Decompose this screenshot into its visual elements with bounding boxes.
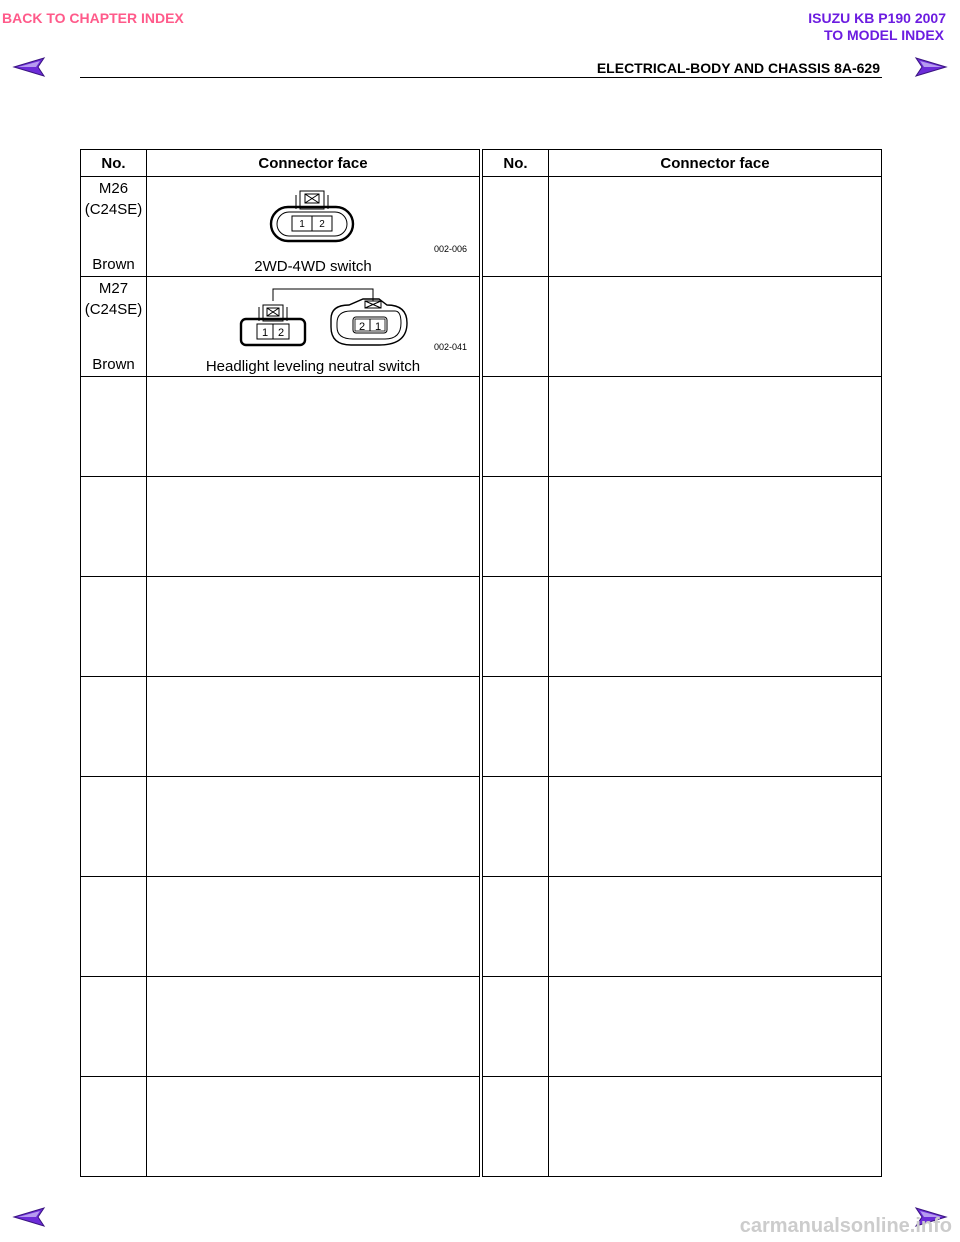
pin-label: 1 bbox=[374, 321, 382, 333]
pin-label: 1 bbox=[299, 219, 305, 230]
empty-cell bbox=[549, 977, 882, 1077]
table-row bbox=[81, 1077, 882, 1177]
previous-page-arrow-icon[interactable] bbox=[12, 1206, 46, 1228]
empty-cell bbox=[147, 777, 480, 877]
empty-cell bbox=[549, 277, 882, 377]
to-model-index-link[interactable]: TO MODEL INDEX bbox=[823, 27, 944, 43]
empty-cell bbox=[483, 277, 549, 377]
table-row bbox=[81, 877, 882, 977]
empty-cell bbox=[147, 877, 480, 977]
diagram-reference-code: 002-041 bbox=[433, 342, 467, 352]
empty-cell bbox=[483, 177, 549, 277]
pin-label: 2 bbox=[358, 321, 366, 333]
empty-cell bbox=[81, 677, 147, 777]
connector-caption: 2WD-4WD switch bbox=[254, 258, 372, 275]
column-header-connector-face-right: Connector face bbox=[549, 150, 882, 177]
column-header-no: No. bbox=[81, 150, 147, 177]
empty-cell bbox=[549, 777, 882, 877]
empty-cell bbox=[81, 977, 147, 1077]
empty-cell bbox=[483, 977, 549, 1077]
connector-number-cell bbox=[81, 177, 147, 277]
table-row bbox=[81, 477, 882, 577]
empty-cell bbox=[81, 777, 147, 877]
empty-cell bbox=[147, 377, 480, 477]
empty-cell bbox=[81, 477, 147, 577]
empty-cell bbox=[549, 577, 882, 677]
previous-page-arrow-icon[interactable] bbox=[12, 56, 46, 78]
table-row bbox=[81, 277, 882, 377]
empty-cell bbox=[549, 877, 882, 977]
table-row bbox=[81, 677, 882, 777]
connector-caption: Headlight leveling neutral switch bbox=[205, 358, 421, 375]
empty-cell bbox=[147, 477, 480, 577]
connector-number-cell bbox=[81, 277, 147, 377]
table-header-row bbox=[81, 150, 882, 177]
model-header bbox=[808, 10, 946, 44]
column-header-connector-face: Connector face bbox=[147, 150, 480, 177]
empty-cell bbox=[483, 1077, 549, 1177]
empty-cell bbox=[483, 677, 549, 777]
watermark-text: carmanualsonline.info bbox=[739, 1215, 952, 1237]
page-title: ELECTRICAL-BODY AND CHASSIS 8A-629 bbox=[596, 60, 880, 76]
connector-number: M27 bbox=[98, 280, 129, 297]
connector-face-cell bbox=[147, 177, 480, 277]
next-page-arrow-icon[interactable] bbox=[914, 56, 948, 78]
empty-cell bbox=[147, 1077, 480, 1177]
empty-cell bbox=[81, 877, 147, 977]
empty-cell bbox=[549, 477, 882, 577]
empty-cell bbox=[483, 577, 549, 677]
pin-label: 2 bbox=[319, 219, 325, 230]
empty-cell bbox=[483, 377, 549, 477]
empty-cell bbox=[81, 377, 147, 477]
header-divider bbox=[80, 77, 882, 78]
connector-table bbox=[80, 149, 882, 1177]
empty-cell bbox=[81, 1077, 147, 1177]
empty-cell bbox=[81, 577, 147, 677]
empty-cell bbox=[549, 377, 882, 477]
connector-face-cell bbox=[147, 277, 480, 377]
table-row bbox=[81, 177, 882, 277]
table-row bbox=[81, 977, 882, 1077]
column-header-no-right: No. bbox=[483, 150, 549, 177]
model-title: ISUZU KB P190 2007 bbox=[808, 10, 946, 26]
pin-label: 1 bbox=[261, 327, 269, 339]
two-pin-connector-diagram bbox=[267, 187, 357, 245]
pin-label: 2 bbox=[277, 327, 285, 339]
connector-color: Brown bbox=[92, 356, 135, 373]
connector-number: M26 bbox=[98, 180, 129, 197]
mating-connector-pair-diagram bbox=[239, 283, 409, 349]
empty-cell bbox=[483, 477, 549, 577]
table-row bbox=[81, 777, 882, 877]
engine-code: (C24SE) bbox=[84, 201, 143, 218]
table-row bbox=[81, 577, 882, 677]
empty-cell bbox=[549, 1077, 882, 1177]
empty-cell bbox=[483, 877, 549, 977]
empty-cell bbox=[147, 977, 480, 1077]
engine-code: (C24SE) bbox=[84, 301, 143, 318]
empty-cell bbox=[549, 177, 882, 277]
table-row bbox=[81, 377, 882, 477]
empty-cell bbox=[147, 577, 480, 677]
diagram-reference-code: 002-006 bbox=[433, 244, 467, 254]
back-to-chapter-index-link[interactable]: BACK TO CHAPTER INDEX bbox=[2, 10, 184, 26]
connector-color: Brown bbox=[92, 256, 135, 273]
empty-cell bbox=[549, 677, 882, 777]
empty-cell bbox=[147, 677, 480, 777]
empty-cell bbox=[483, 777, 549, 877]
